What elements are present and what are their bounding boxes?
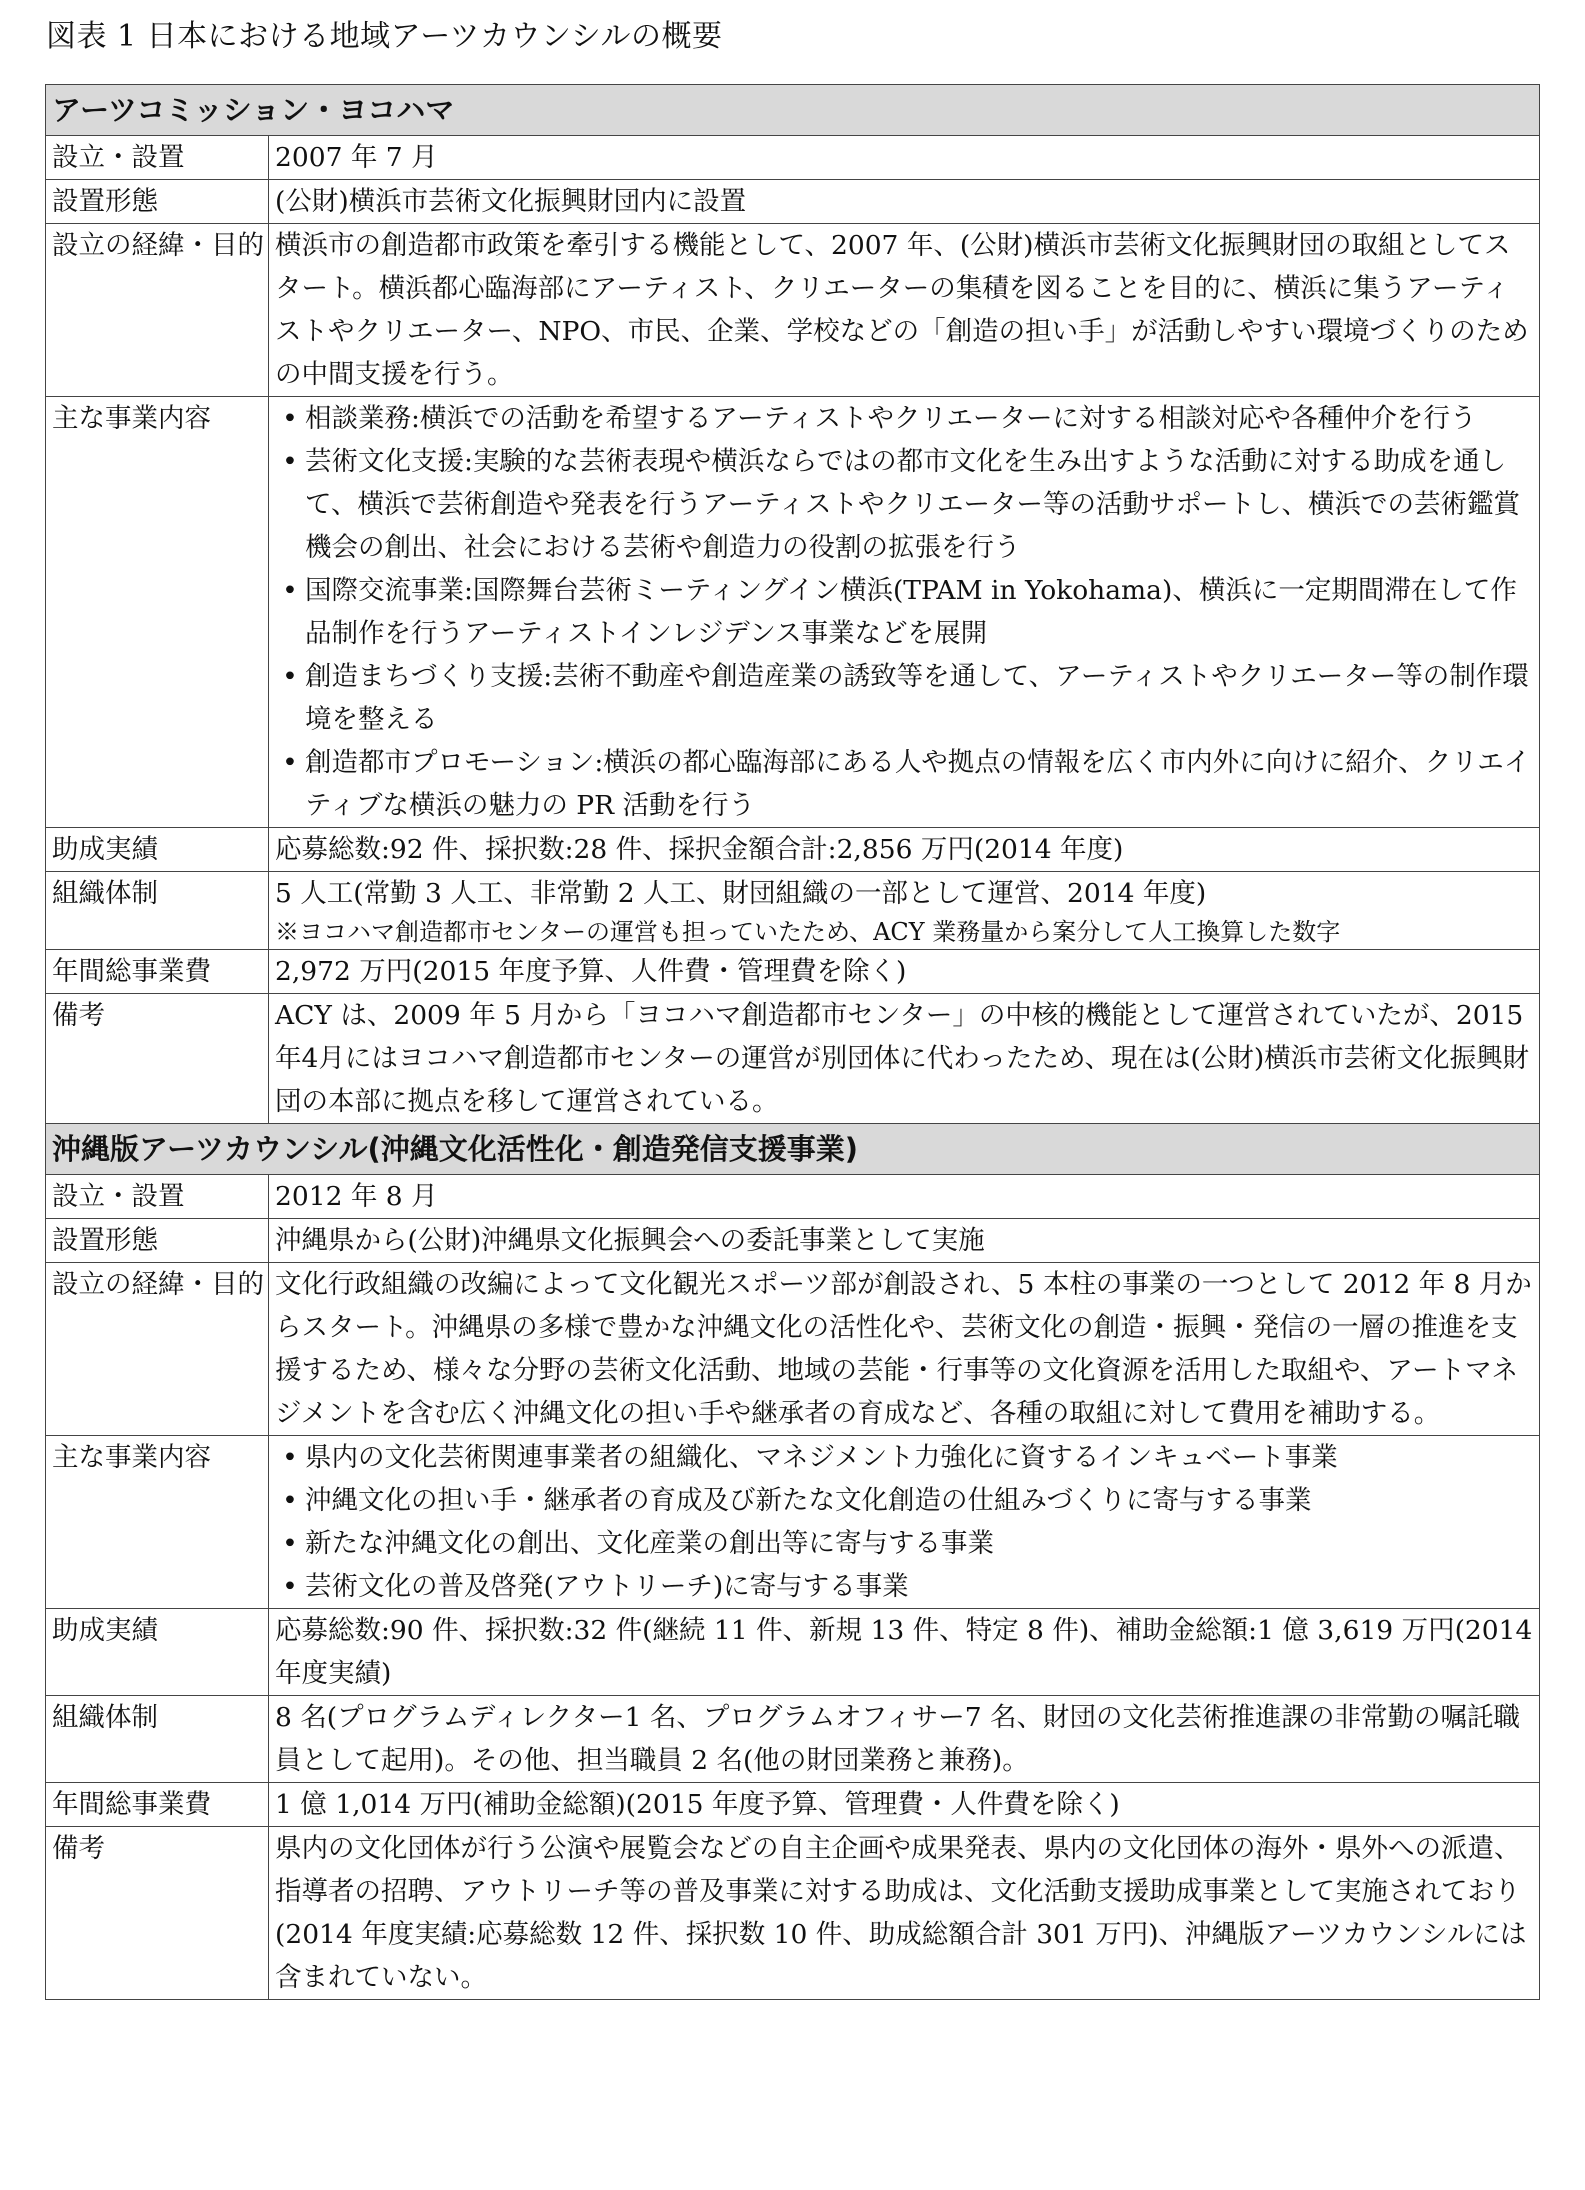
bullet-icon: •	[282, 1442, 298, 1473]
row-grants	[46, 828, 1540, 872]
bullet-icon: •	[282, 747, 298, 778]
list-item	[275, 1436, 1533, 1479]
section-title: 沖縄版アーツカウンシル(沖縄文化活性化・創造発信支援事業)	[46, 1124, 1540, 1175]
row-label: 年間総事業費	[46, 950, 269, 994]
list-item	[275, 655, 1533, 741]
row-budget	[46, 950, 1540, 994]
row-label: 設立・設置	[46, 1175, 269, 1219]
row-value: 応募総数:90 件、採択数:32 件(継続 11 件、新規 13 件、特定 8 件)、補助金総額:1 億 3,619 万円(2014 年度実績)	[269, 1609, 1540, 1696]
row-label: 設立・設置	[46, 136, 269, 180]
row-established	[46, 136, 1540, 180]
row-value: 沖縄県から(公財)沖縄県文化振興会への委託事業として実施	[269, 1219, 1540, 1263]
list-item	[275, 397, 1533, 440]
list-item-text: 芸術文化支援:実験的な芸術表現や横浜ならではの都市文化を生み出すような活動に対する助成を通して、横浜で芸術創造や発表を行うアーティストやクリエーター等の活動サポートし、横浜での芸術鑑賞機会の創出、社会における芸術や創造力の役割の拡張を行う	[305, 446, 1521, 563]
row-value: 横浜市の創造都市政策を牽引する機能として、2007 年、(公財)横浜市芸術文化振興財団の取組としてスタート。横浜都心臨海部にアーティスト、クリエーターの集積を図ることを目的に、横浜に集うアーティストやクリエーター、NPO、市民、企業、学校などの「創造の担い手」が活動しやすい環境づくりのための中間支援を行う。	[269, 224, 1540, 397]
row-value: 文化行政組織の改編によって文化観光スポーツ部が創設され、5 本柱の事業の一つとして 2012 年 8 月からスタート。沖縄県の多様で豊かな沖縄文化の活性化や、芸術文化の創造・振興・発信の一層の推進を支援するため、様々な分野の芸術文化活動、地域の芸能・行事等の文化資源を活用した取組や、アートマネジメントを含む広く沖縄文化の担い手や継承者の育成など、各種の取組に対して費用を補助する。	[269, 1263, 1540, 1436]
bullet-icon: •	[282, 446, 298, 477]
row-purpose	[46, 224, 1540, 397]
row-label: 組織体制	[46, 1696, 269, 1783]
row-value: 2,972 万円(2015 年度予算、人件費・管理費を除く)	[269, 950, 1540, 994]
list-item	[275, 1565, 1533, 1608]
row-value: 応募総数:92 件、採択数:28 件、採択金額合計:2,856 万円(2014 年度)	[269, 828, 1540, 872]
row-label: 主な事業内容	[46, 1436, 269, 1609]
bullet-icon: •	[282, 661, 298, 692]
bullet-icon: •	[282, 1528, 298, 1559]
row-remarks	[46, 1827, 1540, 2000]
org-text: 5 人工(常勤 3 人工、非常勤 2 人工、財団組織の一部として運営、2014 年度)	[275, 878, 1207, 909]
business-list	[275, 1436, 1533, 1608]
list-item-text: 創造まちづくり支援:芸術不動産や創造産業の誘致等を通して、アーティストやクリエーター等の制作環境を整える	[305, 661, 1529, 735]
section-header-okinawa	[46, 1124, 1540, 1175]
row-established	[46, 1175, 1540, 1219]
row-value	[269, 1436, 1540, 1609]
list-item-text: 沖縄文化の担い手・継承者の育成及び新たな文化創造の仕組みづくりに寄与する事業	[305, 1485, 1312, 1516]
bullet-icon: •	[282, 1485, 298, 1516]
row-value	[269, 872, 1540, 950]
row-label: 助成実績	[46, 828, 269, 872]
row-form	[46, 1219, 1540, 1263]
list-item-text: 相談業務:横浜での活動を希望するアーティストやクリエーターに対する相談対応や各種仲介を行う	[305, 403, 1477, 434]
row-organization	[46, 872, 1540, 950]
row-organization	[46, 1696, 1540, 1783]
row-value: 2012 年 8 月	[269, 1175, 1540, 1219]
row-value: ACY は、2009 年 5 月から「ヨコハマ創造都市センター」の中核的機能として運営されていたが、2015年4月にはヨコハマ創造都市センターの運営が別団体に代わったため、現在は(公財)横浜市芸術文化振興財団の本部に拠点を移して運営されている。	[269, 994, 1540, 1124]
document-title: 図表 1 日本における地域アーツカウンシルの概要	[46, 19, 723, 54]
list-item-text: 新たな沖縄文化の創出、文化産業の創出等に寄与する事業	[305, 1528, 994, 1559]
row-label: 備考	[46, 994, 269, 1124]
list-item	[275, 1522, 1533, 1565]
row-label: 主な事業内容	[46, 397, 269, 828]
row-grants	[46, 1609, 1540, 1696]
row-business	[46, 1436, 1540, 1609]
row-value: 県内の文化団体が行う公演や展覧会などの自主企画や成果発表、県内の文化団体の海外・県外への派遣、指導者の招聘、アウトリーチ等の普及事業に対する助成は、文化活動支援助成事業として実施されており(2014 年度実績:応募総数 12 件、採択数 10 件、助成総額合計 301 万円)、沖縄版アーツカウンシルには含まれていない。	[269, 1827, 1540, 2000]
bullet-icon: •	[282, 1571, 298, 1602]
row-value: 1 億 1,014 万円(補助金総額)(2015 年度予算、管理費・人件費を除く)	[269, 1783, 1540, 1827]
row-label: 設立の経緯・目的	[46, 1263, 269, 1436]
list-item	[275, 741, 1533, 827]
row-label: 組織体制	[46, 872, 269, 950]
arts-council-table	[45, 84, 1540, 2000]
list-item-text: 県内の文化芸術関連事業者の組織化、マネジメント力強化に資するインキュベート事業	[305, 1442, 1338, 1473]
row-value	[269, 397, 1540, 828]
row-remarks	[46, 994, 1540, 1124]
row-value: 2007 年 7 月	[269, 136, 1540, 180]
row-label: 設立の経緯・目的	[46, 224, 269, 397]
row-value: (公財)横浜市芸術文化振興財団内に設置	[269, 180, 1540, 224]
row-label: 設置形態	[46, 1219, 269, 1263]
row-purpose	[46, 1263, 1540, 1436]
list-item	[275, 569, 1533, 655]
list-item-text: 国際交流事業:国際舞台芸術ミーティングイン横浜(TPAM in Yokohama)、横浜に一定期間滞在して作品制作を行うアーティストインレジデンス事業などを展開	[305, 575, 1517, 649]
row-label: 年間総事業費	[46, 1783, 269, 1827]
row-budget	[46, 1783, 1540, 1827]
org-note: ※ヨコハマ創造都市センターの運営も担っていたため、ACY 業務量から案分して人工換算した数字	[275, 918, 1341, 946]
list-item-text: 芸術文化の普及啓発(アウトリーチ)に寄与する事業	[305, 1571, 909, 1602]
list-item	[275, 440, 1533, 569]
section-header-yokohama	[46, 85, 1540, 136]
row-label: 設置形態	[46, 180, 269, 224]
row-business	[46, 397, 1540, 828]
bullet-icon: •	[282, 575, 298, 606]
row-label: 備考	[46, 1827, 269, 2000]
row-label: 助成実績	[46, 1609, 269, 1696]
list-item-text: 創造都市プロモーション:横浜の都心臨海部にある人や拠点の情報を広く市内外に向けに紹介、クリエイティブな横浜の魅力の PR 活動を行う	[305, 747, 1531, 821]
row-form	[46, 180, 1540, 224]
section-title: アーツコミッション・ヨコハマ	[46, 85, 1540, 136]
row-value: 8 名(プログラムディレクター1 名、プログラムオフィサー7 名、財団の文化芸術推進課の非常勤の嘱託職員として起用)。その他、担当職員 2 名(他の財団業務と兼務)。	[269, 1696, 1540, 1783]
list-item	[275, 1479, 1533, 1522]
business-list	[275, 397, 1533, 827]
bullet-icon: •	[282, 403, 298, 434]
